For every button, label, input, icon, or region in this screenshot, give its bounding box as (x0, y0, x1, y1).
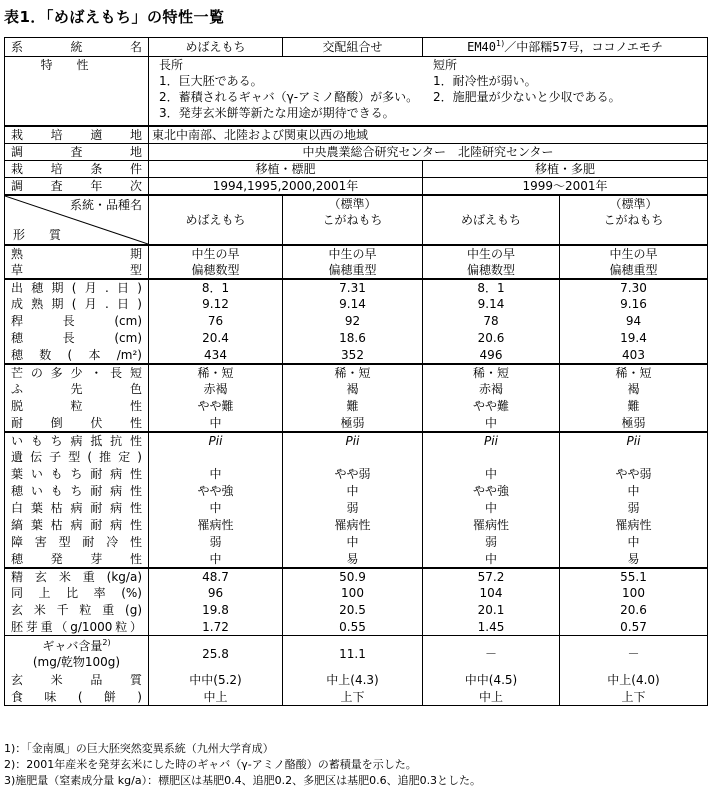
table-row (5, 551, 708, 568)
characteristics-table (4, 37, 708, 706)
gaba-value: － (560, 636, 708, 672)
table-row (5, 534, 708, 551)
trait-value: 罹病性 (283, 517, 423, 534)
suitable-area-row: 栽培適地 東北中南部、北陸および関東以西の地域 (5, 126, 708, 144)
table-row (5, 672, 708, 689)
trait-value: 7.31 (283, 279, 423, 296)
trait-value: Pii (149, 432, 283, 449)
trait-value: 9.14 (283, 296, 423, 313)
trait-value: やや強 (149, 483, 283, 500)
trait-value: Pii (423, 432, 560, 449)
trait-label: 熟期 (5, 245, 149, 262)
trait-value: 434 (149, 347, 283, 364)
trait-value: 稀・短 (149, 364, 283, 381)
footnote: 2)：2001年産米を発芽玄米にした時のギャバ（γ-アミノ酪酸）の蓄積量を示した。 (4, 758, 417, 771)
line-name-label: 系統名 (5, 38, 149, 57)
features-cell: 長所 短所 1．巨大胚である。 1．耐冷性が弱い。 2．蓄積されるギャバ（γ-アミノ酪酸）が多い。 2．施肥量が少ないと少収である。 3．発芽玄米餅等新たな用途が期待できる。 (149, 57, 708, 126)
trait-value: 0.57 (560, 619, 708, 636)
trait-value: 20.1 (423, 602, 560, 619)
trait-value: やや難 (149, 398, 283, 415)
table-row (5, 466, 708, 483)
trait-value: 9.12 (149, 296, 283, 313)
trait-value: 稀・短 (423, 364, 560, 381)
trait-value: 罹病性 (423, 517, 560, 534)
trait-label: 玄米千粒重(g) (5, 602, 149, 619)
trait-value: 78 (423, 313, 560, 330)
trait-value: 中 (423, 415, 560, 432)
merits-heading: 長所 (159, 58, 184, 72)
trait-value: 稀・短 (560, 364, 708, 381)
table-row (5, 415, 708, 432)
trait-value: 57.2 (423, 568, 560, 585)
trait-value (423, 449, 560, 466)
table-row (5, 585, 708, 602)
trait-label: 稈長(cm) (5, 313, 149, 330)
table-row (5, 262, 708, 279)
features-row (5, 57, 708, 126)
table-row (5, 517, 708, 534)
trait-label: 穂発芽性 (5, 551, 149, 568)
cross-label: 交配組合せ (283, 38, 423, 57)
table-row (5, 398, 708, 415)
variety-header-row: 系統・品種名 形 質 めばえもち （標準） こがねもち めばえもち （標準） こがねもち (5, 195, 708, 245)
trait-value: 1.45 (423, 619, 560, 636)
trait-value: 中上 (149, 689, 283, 706)
trait-value: 中上(4.3) (283, 672, 423, 689)
trait-value: 20.4 (149, 330, 283, 347)
conditions-row: 栽培条件 移植・標肥 移植・多肥 (5, 160, 708, 177)
trait-value: 中中(5.2) (149, 672, 283, 689)
trait-value: やや難 (423, 398, 560, 415)
table-row (5, 500, 708, 517)
diagonal-header: 系統・品種名 形 質 (5, 195, 149, 245)
trait-label: 芒の多少・長短 (5, 364, 149, 381)
trait-value: 中 (149, 551, 283, 568)
years-row: 調査年次 1994,1995,2000,2001年 1999～2001年 (5, 177, 708, 195)
line-name-value: めばえもち (149, 38, 283, 57)
gaba-value: － (423, 636, 560, 672)
trait-value: 偏穂重型 (283, 262, 423, 279)
trait-value: 100 (283, 585, 423, 602)
trait-value: 20.6 (423, 330, 560, 347)
table-row (5, 689, 708, 706)
trait-value: 9.14 (423, 296, 560, 313)
trait-value: 403 (560, 347, 708, 364)
trait-label: 耐倒伏性 (5, 415, 149, 432)
footnotes (4, 741, 481, 789)
features-label: 特性 (5, 57, 149, 126)
trait-value: 偏穂重型 (560, 262, 708, 279)
trait-label: 穂数(本/m²) (5, 347, 149, 364)
trait-value: 1.72 (149, 619, 283, 636)
trait-value: 中 (423, 466, 560, 483)
trait-value: 92 (283, 313, 423, 330)
table-row (5, 296, 708, 313)
trait-label: 胚芽重（g/1000粒） (5, 619, 149, 636)
trait-value: 100 (560, 585, 708, 602)
trait-label: 遺伝子型(推定) (5, 449, 149, 466)
trait-label: 食味(餅) (5, 689, 149, 706)
gaba-value: 11.1 (283, 636, 423, 672)
trait-value: 褐 (283, 381, 423, 398)
demerits-heading: 短所 (433, 58, 458, 72)
trait-value: 弱 (423, 534, 560, 551)
trait-value: 罹病性 (560, 517, 708, 534)
trait-label: ふ先色 (5, 381, 149, 398)
trait-value: 中中(4.5) (423, 672, 560, 689)
trait-value: 中上 (423, 689, 560, 706)
trait-value: 104 (423, 585, 560, 602)
trait-value: 中 (149, 415, 283, 432)
trait-value: 中 (560, 483, 708, 500)
trait-value: 稀・短 (283, 364, 423, 381)
trait-value: 偏穂数型 (149, 262, 283, 279)
survey-site-value: 中央農業総合研究センター 北陸研究センター (149, 143, 708, 160)
table-row (5, 602, 708, 619)
cross-value: EM40$^{1)}$／中部糯57号，ココノエモチ (423, 38, 708, 57)
trait-value: 中 (423, 500, 560, 517)
trait-label: 障害型耐冷性 (5, 534, 149, 551)
trait-value: 極弱 (560, 415, 708, 432)
trait-label: 草型 (5, 262, 149, 279)
trait-value: 赤褐 (423, 381, 560, 398)
trait-value: 中 (149, 466, 283, 483)
header-row (5, 38, 708, 57)
trait-value: 中生の早 (423, 245, 560, 262)
trait-value: 7.30 (560, 279, 708, 296)
footnote: 1)：「金南風」の巨大胚突然変異系統（九州大学育成） (4, 742, 274, 755)
trait-value: 48.7 (149, 568, 283, 585)
trait-label: 玄米品質 (5, 672, 149, 689)
gaba-label: ギャバ含量$^{2)}$ (mg/乾物100g) (5, 636, 149, 672)
trait-label: 葉いもち耐病性 (5, 466, 149, 483)
trait-value: 50.9 (283, 568, 423, 585)
table-row (5, 449, 708, 466)
trait-value: 難 (560, 398, 708, 415)
trait-value: 20.5 (283, 602, 423, 619)
table-row (5, 279, 708, 296)
trait-value: 中 (149, 500, 283, 517)
trait-value: 0.55 (283, 619, 423, 636)
table-row (5, 483, 708, 500)
trait-value: 55.1 (560, 568, 708, 585)
table-row (5, 347, 708, 364)
footnote: 3)施肥量（窒素成分量 kg/a）：標肥区は基肥0.4、追肥0.2、多肥区は基肥0.6、追肥0.3とした。 (4, 774, 482, 787)
trait-value: 褐 (560, 381, 708, 398)
trait-value: 中上(4.0) (560, 672, 708, 689)
trait-value: 易 (560, 551, 708, 568)
table-row (5, 313, 708, 330)
trait-value: 中 (283, 483, 423, 500)
trait-label: 穂長(cm) (5, 330, 149, 347)
table-title: 表1．「めばえもち」の特性一覧 (4, 8, 225, 26)
trait-value (560, 449, 708, 466)
trait-value: 352 (283, 347, 423, 364)
trait-label: 成熟期(月.日) (5, 296, 149, 313)
trait-value: 496 (423, 347, 560, 364)
trait-value: 上下 (560, 689, 708, 706)
trait-label: 縞葉枯病耐病性 (5, 517, 149, 534)
trait-value: Pii (283, 432, 423, 449)
table-row (5, 245, 708, 262)
trait-label: 白葉枯病耐病性 (5, 500, 149, 517)
trait-value: やや弱 (560, 466, 708, 483)
trait-value: 9.16 (560, 296, 708, 313)
gaba-value: 25.8 (149, 636, 283, 672)
trait-value: 18.6 (283, 330, 423, 347)
table-row (5, 432, 708, 449)
table-row (5, 568, 708, 585)
trait-value: 8．1 (149, 279, 283, 296)
trait-value: 易 (283, 551, 423, 568)
trait-value (283, 449, 423, 466)
trait-value: 19.4 (560, 330, 708, 347)
trait-value: 19.8 (149, 602, 283, 619)
trait-value: 中生の早 (560, 245, 708, 262)
suitable-area-value: 東北中南部、北陸および関東以西の地域 (149, 126, 708, 144)
trait-label: 同上比率(%) (5, 585, 149, 602)
trait-value (149, 449, 283, 466)
trait-value: 8．1 (423, 279, 560, 296)
trait-value: 94 (560, 313, 708, 330)
trait-value: 20.6 (560, 602, 708, 619)
trait-value: Pii (560, 432, 708, 449)
table-row (5, 364, 708, 381)
trait-value: 罹病性 (149, 517, 283, 534)
trait-label: 出穂期(月.日) (5, 279, 149, 296)
trait-value: 弱 (560, 500, 708, 517)
trait-label: 脱粒性 (5, 398, 149, 415)
trait-value: 難 (283, 398, 423, 415)
trait-value: やや強 (423, 483, 560, 500)
trait-value: 中生の早 (283, 245, 423, 262)
trait-value: 中 (423, 551, 560, 568)
gaba-row (5, 636, 708, 672)
table-row (5, 330, 708, 347)
trait-value: 96 (149, 585, 283, 602)
trait-value: 中生の早 (149, 245, 283, 262)
trait-label: 精玄米重(kg/a) (5, 568, 149, 585)
trait-value: 上下 (283, 689, 423, 706)
trait-label: 穂いもち耐病性 (5, 483, 149, 500)
trait-value: やや弱 (283, 466, 423, 483)
trait-value: 赤褐 (149, 381, 283, 398)
survey-site-row: 調査地 中央農業総合研究センター 北陸研究センター (5, 143, 708, 160)
table-row (5, 619, 708, 636)
trait-value: 中 (283, 534, 423, 551)
trait-value: 76 (149, 313, 283, 330)
trait-label: いもち病抵抗性 (5, 432, 149, 449)
trait-value: 弱 (283, 500, 423, 517)
trait-value: 中 (560, 534, 708, 551)
trait-value: 極弱 (283, 415, 423, 432)
trait-value: 弱 (149, 534, 283, 551)
trait-value: 偏穂数型 (423, 262, 560, 279)
table-row (5, 381, 708, 398)
